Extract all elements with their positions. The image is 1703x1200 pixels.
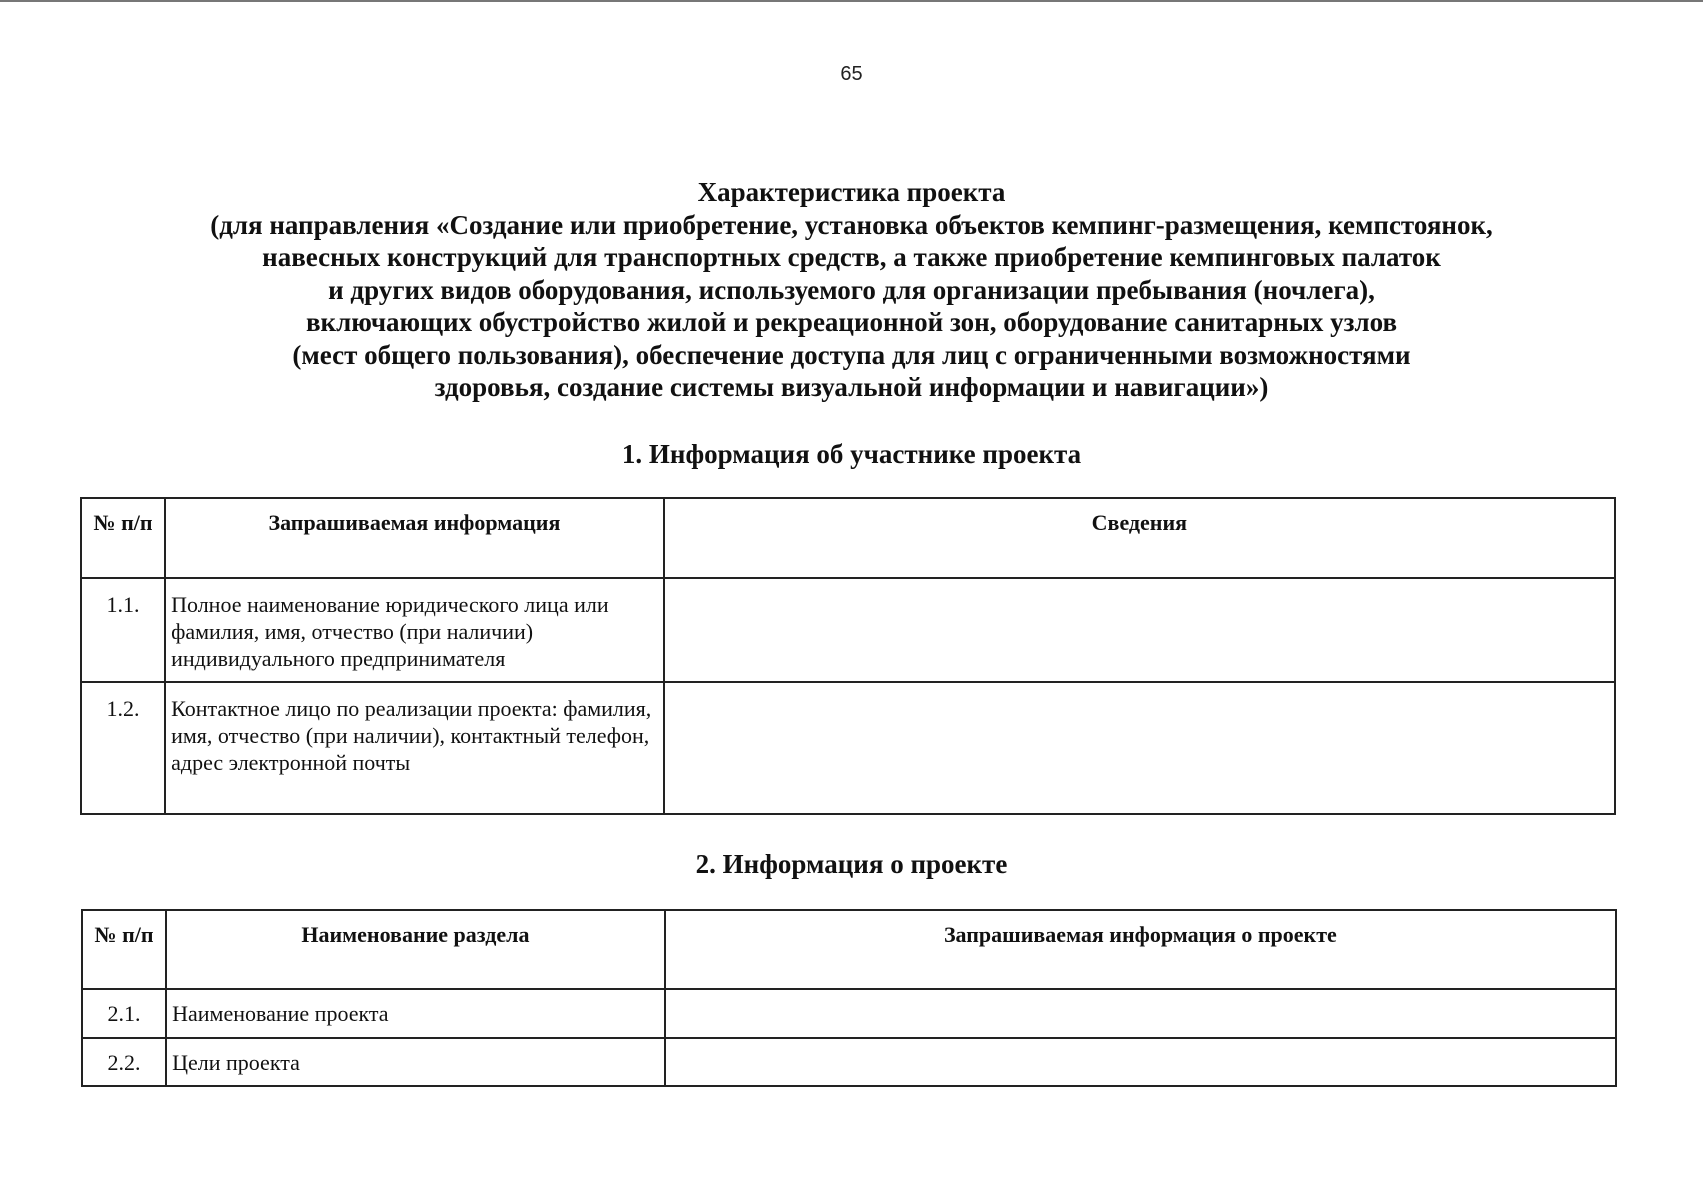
title-line: здоровья, создание системы визуальной информации и навигации»): [434, 372, 1269, 402]
title-line: и других видов оборудования, используемого для организации пребывания (ночлега),: [328, 274, 1375, 305]
column-header-num: № п/п: [82, 910, 166, 989]
column-header-num: № п/п: [81, 498, 165, 578]
table-header-row: [82, 910, 1616, 989]
value-cell[interactable]: [664, 682, 1615, 814]
table-header-row: [81, 498, 1615, 578]
column-header-value: Сведения: [664, 498, 1615, 578]
table-row: [81, 682, 1615, 814]
title-line: (мест общего пользования), обеспечение доступа для лиц с ограниченными возможностями: [292, 339, 1411, 370]
title-line: включающих обустройство жилой и рекреационной зон, оборудование санитарных узлов: [305, 307, 1398, 337]
participant-info-table: [80, 497, 1616, 815]
section-1-heading: 1. Информация об участнике проекта: [621, 439, 1082, 469]
document-title: [0, 176, 1703, 404]
column-header-requested: Запрашиваемая информация о проекте: [665, 910, 1616, 989]
table-row: [82, 1038, 1616, 1086]
project-info-table: [81, 909, 1617, 1087]
row-number: 2.2.: [82, 1038, 166, 1086]
section-2-heading: 2. Информация о проекте: [695, 849, 1008, 879]
title-line: (для направления «Создание или приобретение, установка объектов кемпинг-размещения, кемпстоянок,: [210, 209, 1493, 240]
title-line: навесных конструкций для транспортных средств, а также приобретение кемпинговых палаток: [262, 242, 1441, 272]
page-number: 65: [840, 63, 863, 85]
section-name-cell: Цели проекта: [166, 1038, 665, 1086]
value-cell[interactable]: [664, 578, 1615, 682]
row-number: 2.1.: [82, 989, 166, 1038]
scan-top-edge: [0, 0, 1703, 2]
requested-info-cell: Полное наименование юридического лица или фамилия, имя, отчество (при наличии) индивидуального предпринимателя: [165, 578, 664, 682]
column-header-requested: Запрашиваемая информация: [165, 498, 664, 578]
section-name-cell: Наименование проекта: [166, 989, 665, 1038]
title-line: Характеристика проекта: [697, 177, 1006, 207]
requested-info-cell: Контактное лицо по реализации проекта: фамилия, имя, отчество (при наличии), контактный телефон, адрес электронной почты: [165, 682, 664, 814]
column-header-section-name: Наименование раздела: [166, 910, 665, 989]
row-number: 1.1.: [81, 578, 165, 682]
value-cell[interactable]: [665, 989, 1616, 1038]
table-row: [81, 578, 1615, 682]
row-number: 1.2.: [81, 682, 165, 814]
table-row: [82, 989, 1616, 1038]
value-cell[interactable]: [665, 1038, 1616, 1086]
